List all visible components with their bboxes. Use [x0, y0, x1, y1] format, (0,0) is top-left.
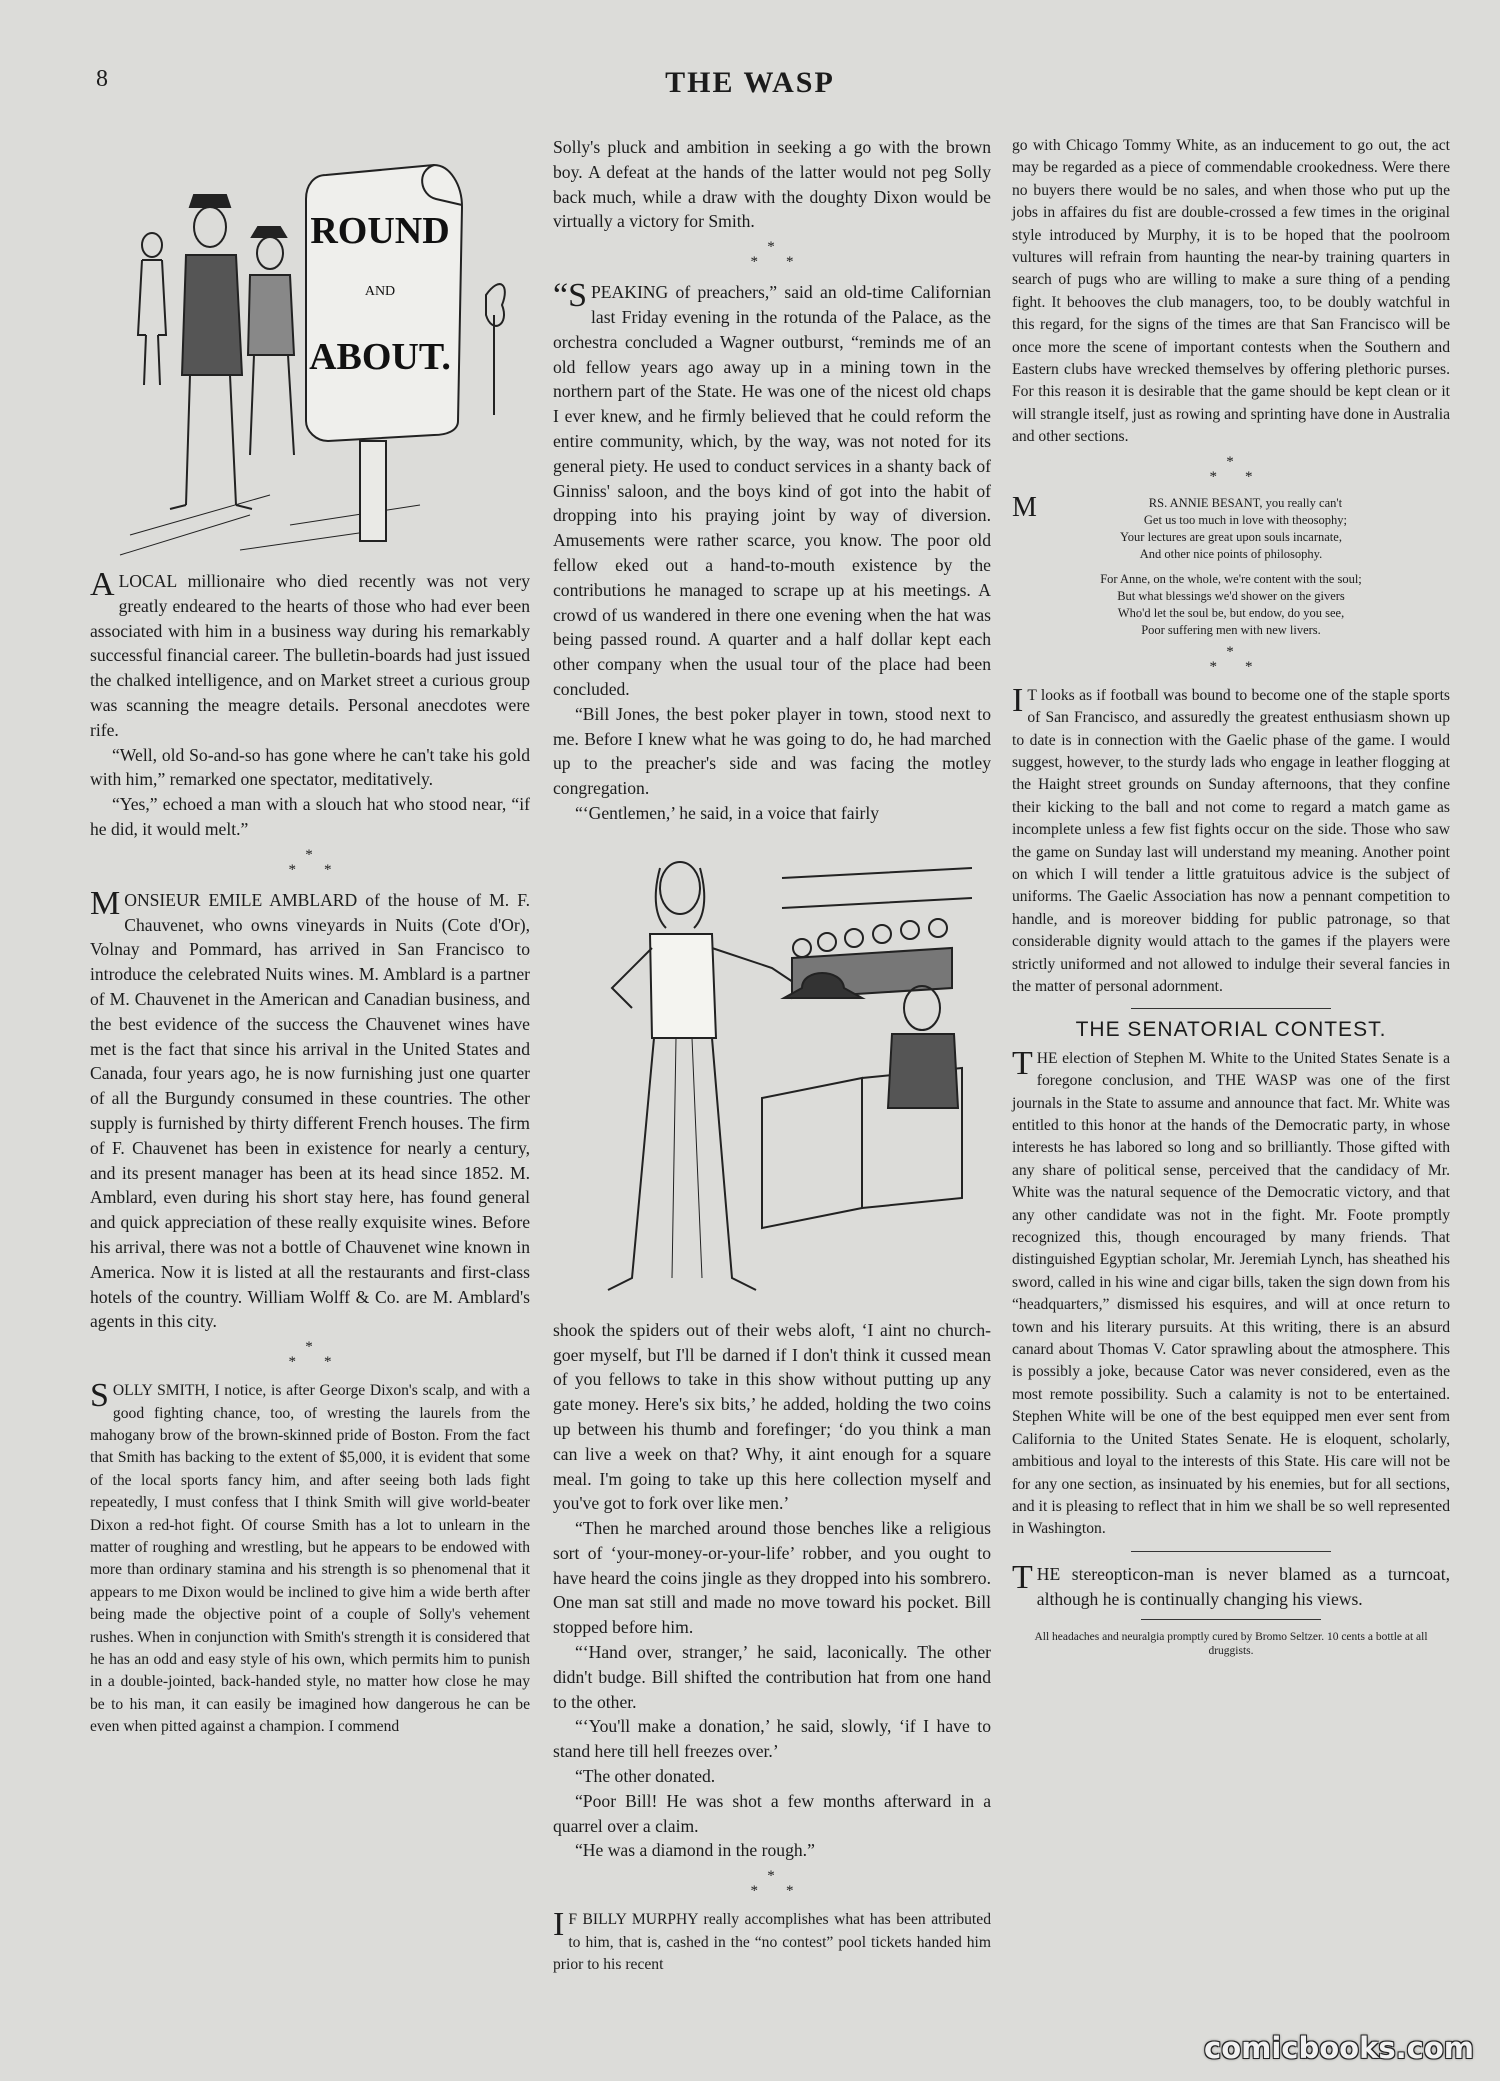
poem-annie-besant: M RS. ANNIE BESANT, you really can't Get us too much in love with theosophy; Your lectures are great upon souls incarnate, And other nice points of philosophy. For Anne, on the whole, we're content with the soul; But what blessings we'd shower on the givers Who'd let the soul be, but endow, do you see, Poor suffering men with new livers. [1012, 491, 1362, 637]
paragraph: “‘Hand over, stranger,’ he said, laconically. The other didn't budge. Bill shifted the contribution hat from one hand to the other. [553, 1642, 991, 1712]
divider-rule [1141, 1619, 1321, 1620]
sign-word-round: ROUND [310, 210, 450, 252]
preacher-collection-illustration [553, 838, 991, 1306]
section-divider-stars: * ** [288, 846, 360, 878]
article-preachers: “SPEAKING of preachers,” said an old-time Californian last Friday evening in the rotunda of the Palace, as the orchestra concluded a Wagner outburst, “reminds me of an old fellow years ago away up in a mining town in the northern part of the State. He was one of the nicest old chaps I ever knew, and he firmly believed that he could reform the entire community, which, by the way, was not noted for its general piety. He used to conduct services in a shanty back of Ginniss' saloon, and the boys kind of got into the habit of dropping into his praying joint by way of diversion. Amusements were rather scarce, you know. The poor old fellow eked out a hand-to-mouth existence by the contributions he managed to scrape up at his meetings. A crowd of us wandered in there one evening when the hat was being passed round. A quarter and a half dollar kept each other company when the usual tour of the place had been concluded. [553, 277, 991, 699]
article-senatorial-contest: THE election of Stephen M. White to the United States Senate is a foregone conclusion, and THE WASP was one of the first journals in the State to assume and announce that fact. Mr. White was entitled to this honor at the hands of the Democratic party, in whose interests he has labored so long and so brilliantly. Those gifted with any share of political sense, perceived that the candidacy of Mr. White was the natural sequence of the Democratic victory, and that any other candidate was not in the fight. Mr. Foote promptly recognized this, though encouraged by many friends. That distinguished Egyptian scholar, Mr. Jeremiah Lynch, has sheathed his sword, called in his wine and cigar bills, taken the sign down from his “headquarters,” dismissed his esquires, and will at once return to town and his literary pursuits. At this writing, there is an absurd canard about Thomas V. Cator sprawling about the atmosphere. This is possibly a joke, because Cator was never considered, even as the most remote possibility. Such a calamity is not to be entertained. Stephen White will be one of the best equipped men ever sent from California to the United States Senate. He is eloquent, scholarly, ambitious and loyal to the interests of this State. His care will not be for any one section, as insinuated by his enemies, but for all sections, and it is pleasing to reflect that in him we shall be so well represented in Washington. [1012, 1044, 1450, 1538]
paragraph: “Well, old So-and-so has gone where he can't take his gold with him,” remarked one spectator, meditatively. [90, 744, 530, 790]
section-divider-stars: * ** [1209, 643, 1281, 675]
article-football: I T looks as if football was bound to become one of the staple sports of San Francisco, and assuredly the greatest enthusiasm shown up to date is in connection with the Gaelic phase of the game. I would suggest, however, to the sturdy lads who engage in leather flogging at the Haight street grounds on Sunday afternoons, that they confine their kicking to the ball and not come to regard a match game as incomplete unless a few fist fights occur on the side. Those who saw the game on Sunday last will understand my meaning. Another point on which I will tender a little gratuitous advice is the subject of uniforms. The Gaelic Association has now a pennant competition to handle, and is moreover bidding for public patronage, so that considerable dignity would attach to the games if the players were strictly uniformed and not allowed to indulge their several fancies in the matter of personal adornment. [1012, 681, 1450, 995]
paragraph: “Bill Jones, the best poker player in town, stood next to me. Before I knew what he was going to do, he had marched up to the preacher's side and was facing the motley congregation. [553, 703, 991, 799]
article-amblard: MONSIEUR EMILE AMBLARD of the house of M. F. Chauvenet, who owns vineyards in Nuits (Cote d'Or), Volnay and Pommard, has arrived in San Francisco to introduce the celebrated Nuits wines. M. Amblard is a partner of M. Chauvenet in the American and Canadian business, and the best evidence of the success the Chauvenet wines have met is the fact that since his arrival in the United States and Canada, four years ago, he is now furnishing just one quarter of all the Burgundy consumed in these countries. The other supply is furnished by thirty different French houses. The firm of F. Chauvenet has been in existence for nearly a century, and its present manager has been at its head since 1852. M. Amblard, even during his short stay here, has found general and quick appreciation of these really exquisite wines. Before his arrival, there was not a bottle of Chauvenet wine known in America. Now it is listed at all the restaurants and first-class hotels of the country. William Wolff & Co. are M. Amblard's agents in this city. [90, 884, 530, 1332]
column-3 [1012, 135, 1450, 1658]
column-2 [553, 135, 991, 1976]
paragraph: “Poor Bill! He was shot a few months afterward in a quarrel over a claim. [553, 1790, 991, 1836]
article-solly-smith: SOLLY SMITH, I notice, is after George Dixon's scalp, and with a good fighting chance, too, of wresting the laurels from the mahogany brow of the brown-skinned pride of Boston. From the fact that Smith has backing to the extent of $5,000, it is evident that some of the local sports fancy him, and after seeing both lads fight repeatedly, I must confess that I think Smith will give world-beater Dixon a red-hot fight. Of course Smith has a lot to unlearn in the matter of roughing and wrestling, but he appears to be endowed with more than ordinary stamina and his strength is so phenomenal that it appears to me Dixon would be inclined to give him a wide berth after being made the objective point of a couple of Solly's vehement rushes. When in conjunction with Smith's strength it is considered that he has an odd and easy style of his own, which permits him to punish in a double-jointed, back-handed style, no matter how close he may be to his man, it can easily be imagined how dangerous he can be even when pitted against a champion. I commend [90, 1377, 530, 1736]
watermark: comicbooks.com [1204, 2031, 1474, 2065]
article-millionaire: ALOCAL millionaire who died recently was not very greatly endeared to the hearts of those who had ever been associated with him in a business way during his remarkably successful financial career. The bulletin-boards had just issued the chalked intelligence, and on Market street a curious group was scanning the meagre details. Personal anecdotes were rife. [90, 566, 530, 740]
paragraph: “‘Gentlemen,’ he said, in a voice that fairly [575, 802, 880, 823]
round-and-about-illustration [90, 135, 530, 565]
paragraph: “Yes,” echoed a man with a slouch hat who stood near, “if he did, it would melt.” [90, 794, 530, 839]
section-divider-stars: * ** [750, 1868, 822, 1900]
paragraph: “‘You'll make a donation,’ he said, slowly, ‘if I have to stand here till hell freezes over.’ [553, 1716, 991, 1762]
paragraph: go with Chicago Tommy White, as an inducement to go out, the act may be regarded as a piece of commendable crookedness. Were there no buyers there would be no sales, and when those who put up the jobs in affaires du fist are double-crossed a few times in the original style introduced by Murphy, it is to be hoped that the poolroom vultures will refrain from haunting the near-by training quarters in search of pugs who are willing to make a sure thing of a pending fight. It behooves the club managers, too, to be doubly watchful in this regard, for the signs of the times are that San Francisco will be once more the scene of important contests when the Southern and Eastern clubs have wrecked themselves by offering plethoric purses. For this reason it is desirable that the game should be kept clean or it will strangle itself, just as rowing and sprinting have done in Australia and other sections. [1012, 137, 1450, 446]
section-divider-stars: * ** [288, 1339, 360, 1371]
article-billy-murphy: I F BILLY MURPHY really accomplishes what has been attributed to him, that is, cashed in the “no contest” pool tickets handed him prior to his recent [553, 1906, 991, 1974]
sign-word-and: AND [364, 284, 396, 299]
page-number: 8 [96, 66, 108, 92]
bromo-seltzer-notice: All headaches and neuralgia promptly cured by Bromo Seltzer. 10 cents a bottle at all druggists. [1034, 1631, 1428, 1658]
divider-rule [1131, 1008, 1331, 1009]
headline-senatorial-contest: THE SENATORIAL CONTEST. [1075, 1018, 1387, 1042]
masthead-title: THE WASP [665, 66, 835, 99]
paragraph: “Then he marched around those benches like a religious sort of ‘your-money-or-your-life’ robber, and you ought to have heard the coins jingle as they dropped into his sombrero. One man sat still and made no move toward his pocket. Bill stopped before him. [553, 1518, 991, 1638]
section-divider-stars: * ** [1209, 453, 1281, 485]
divider-rule [1131, 1551, 1331, 1552]
paragraph: “The other donated. [575, 1766, 716, 1787]
paragraph: shook the spiders out of their webs aloft, ‘I aint no church-goer myself, but I'll be darned if I don't think it cussed mean of you fellows to take in this show without putting up any gate money. Here's six bits,’ he added, holding the two coins up between his thumb and forefinger; ‘do you think a man can live a week on that? Why, it aint enough for a square meal. I'm going to take up this here collection myself and you've got to fork over like men.’ [553, 1319, 991, 1514]
paragraph: “He was a diamond in the rough.” [575, 1840, 815, 1861]
column-1 [90, 135, 530, 1739]
section-divider-stars: * ** [750, 239, 822, 271]
article-stereopticon: THE stereopticon-man is never blamed as a turncoat, although he is continually changing his views. [1012, 1558, 1450, 1609]
paragraph: Solly's pluck and ambition in seeking a go with the brown boy. A defeat at the hands of the latter would not peg Solly back much, while a draw with the doughty Dixon would be virtually a victory for Smith. [553, 137, 991, 232]
sign-word-about: ABOUT. [309, 336, 451, 378]
